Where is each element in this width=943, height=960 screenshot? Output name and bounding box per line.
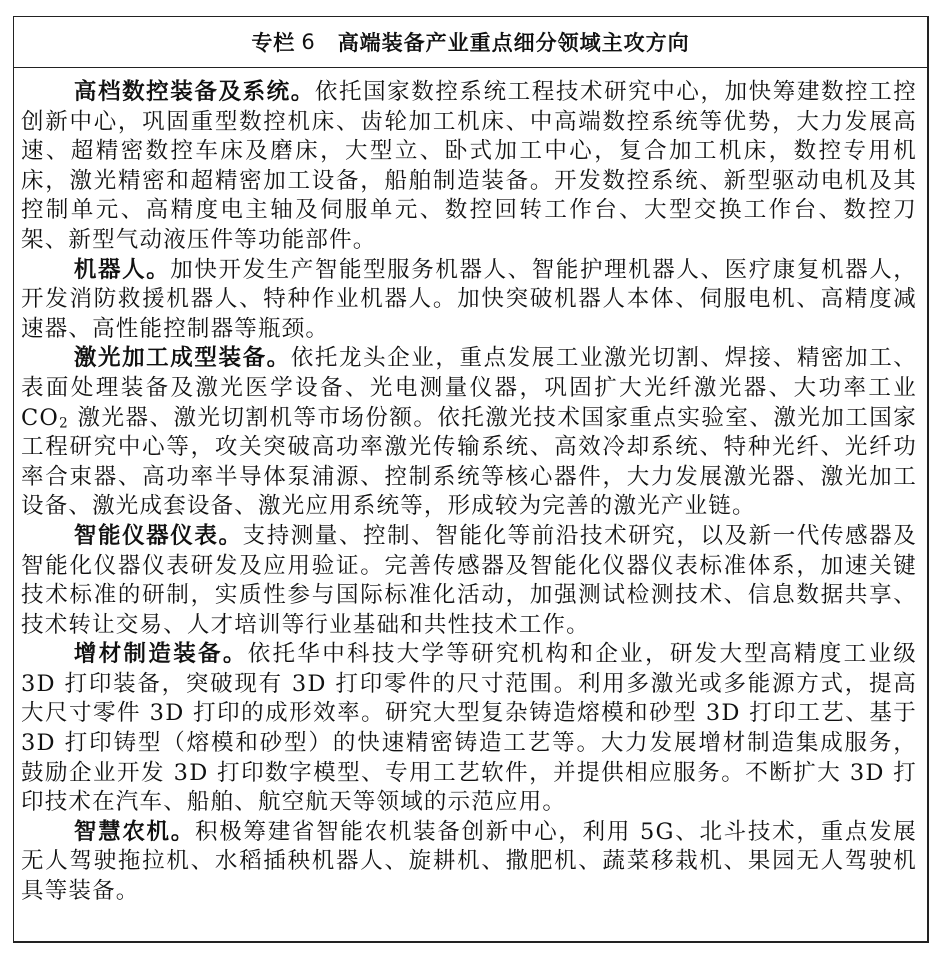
section-body: 支持测量、控制、智能化等前沿技术研究，以及新一代传感器及智能化仪器仪表研发及应用验证。完善传感器及智能化仪器仪表标准体系，加速关键技术标准的研制，实质性参与国际标准化活动，加强测试检测技术、信息数据共享、技术转让交易、人才培训等行业基础和共性技术工作。 xyxy=(21,522,917,638)
section-body: 加快开发生产智能型服务机器人、智能护理机器人、医疗康复机器人，开发消防救援机器人、特种作业机器人。加快突破机器人本体、伺服电机、高精度减速器、高性能控制器等瓶颈。 xyxy=(21,256,917,342)
section-body: 依托国家数控系统工程技术研究中心，加快筹建数控工控创新中心，巩固重型数控机床、齿轮加工机床、中高端数控系统等优势，大力发展高速、超精密数控车床及磨床，大型立、卧式加工中心，复合加工机床，数控专用机床，激光精密和超精密加工设备，船舶制造装备。开发数控系统、新型驱动电机及其控制单元、高精度电主轴及伺服单元、数控回转工作台、大型交换工作台、数控刀架、新型气动液压件等功能部件。 xyxy=(21,79,917,253)
panel-label: 专栏 xyxy=(251,31,296,55)
section-body: 激光器、激光切割机等市场份额。依托激光技术国家重点实验室、激光加工国家工程研究中心等，攻关突破高功率激光传输系统、高效冷却系统、特种光纤、光纤功率合束器、高功率半导体泵浦源、控制系统等核心器件，大力发展激光器、激光加工设备、激光成套设备、激光应用系统等，形成较为完善的激光产业链。 xyxy=(21,404,917,520)
section-heading: 机器人。 xyxy=(73,256,171,283)
section-additive xyxy=(21,640,917,818)
section-laser xyxy=(21,344,917,522)
panel-title: 高端装备产业重点细分领域主攻方向 xyxy=(337,31,690,55)
section-heading: 智能仪器仪表。 xyxy=(73,522,243,549)
section-agri xyxy=(21,818,917,907)
feature-panel xyxy=(13,16,929,943)
subscript: 2 xyxy=(59,415,69,432)
section-robots xyxy=(21,256,917,345)
section-heading: 高档数控装备及系统。 xyxy=(73,79,315,105)
section-heading: 智慧农机。 xyxy=(73,818,196,845)
section-body: 依托龙头企业，重点发展工业激光切割、焊接、精密加工、表面处理装备及激光医学设备、光电测量仪器，巩固扩大光纤激光器、大功率工业 CO xyxy=(21,345,917,431)
panel-content xyxy=(14,68,927,907)
section-body: 积极筹建省智能农机装备创新中心，利用 5G、北斗技术，重点发展无人驾驶拖拉机、水稻插秧机器人、旋耕机、撒肥机、蔬菜移栽机、果园无人驾驶机具等装备。 xyxy=(21,818,917,905)
section-cnc xyxy=(21,78,917,256)
section-heading: 增材制造装备。 xyxy=(73,641,248,668)
section-heading: 激光加工成型装备。 xyxy=(73,345,291,372)
section-body: 依托华中科技大学等研究机构和企业，研发大型高精度工业级 3D 打印装备，突破现有 3D 打印零件的尺寸范围。利用多激光或多能源方式，提高大尺寸零件 3D 打印的成形效率。研究大型复杂铸造熔模和砂型 3D 打印工艺、基于 3D 打印铸型（熔模和砂型）的快速精密铸造工艺等。大力发展增材制造集成服务，鼓励企业开发 3D 打印数字模型、专用工艺软件，并提供相应服务。不断扩大 3D 打印技术在汽车、船舶、航空航天等领域的示范应用。 xyxy=(21,641,918,816)
section-instruments xyxy=(21,522,917,640)
panel-number: 6 xyxy=(301,30,316,54)
panel-title-bar xyxy=(14,17,927,68)
